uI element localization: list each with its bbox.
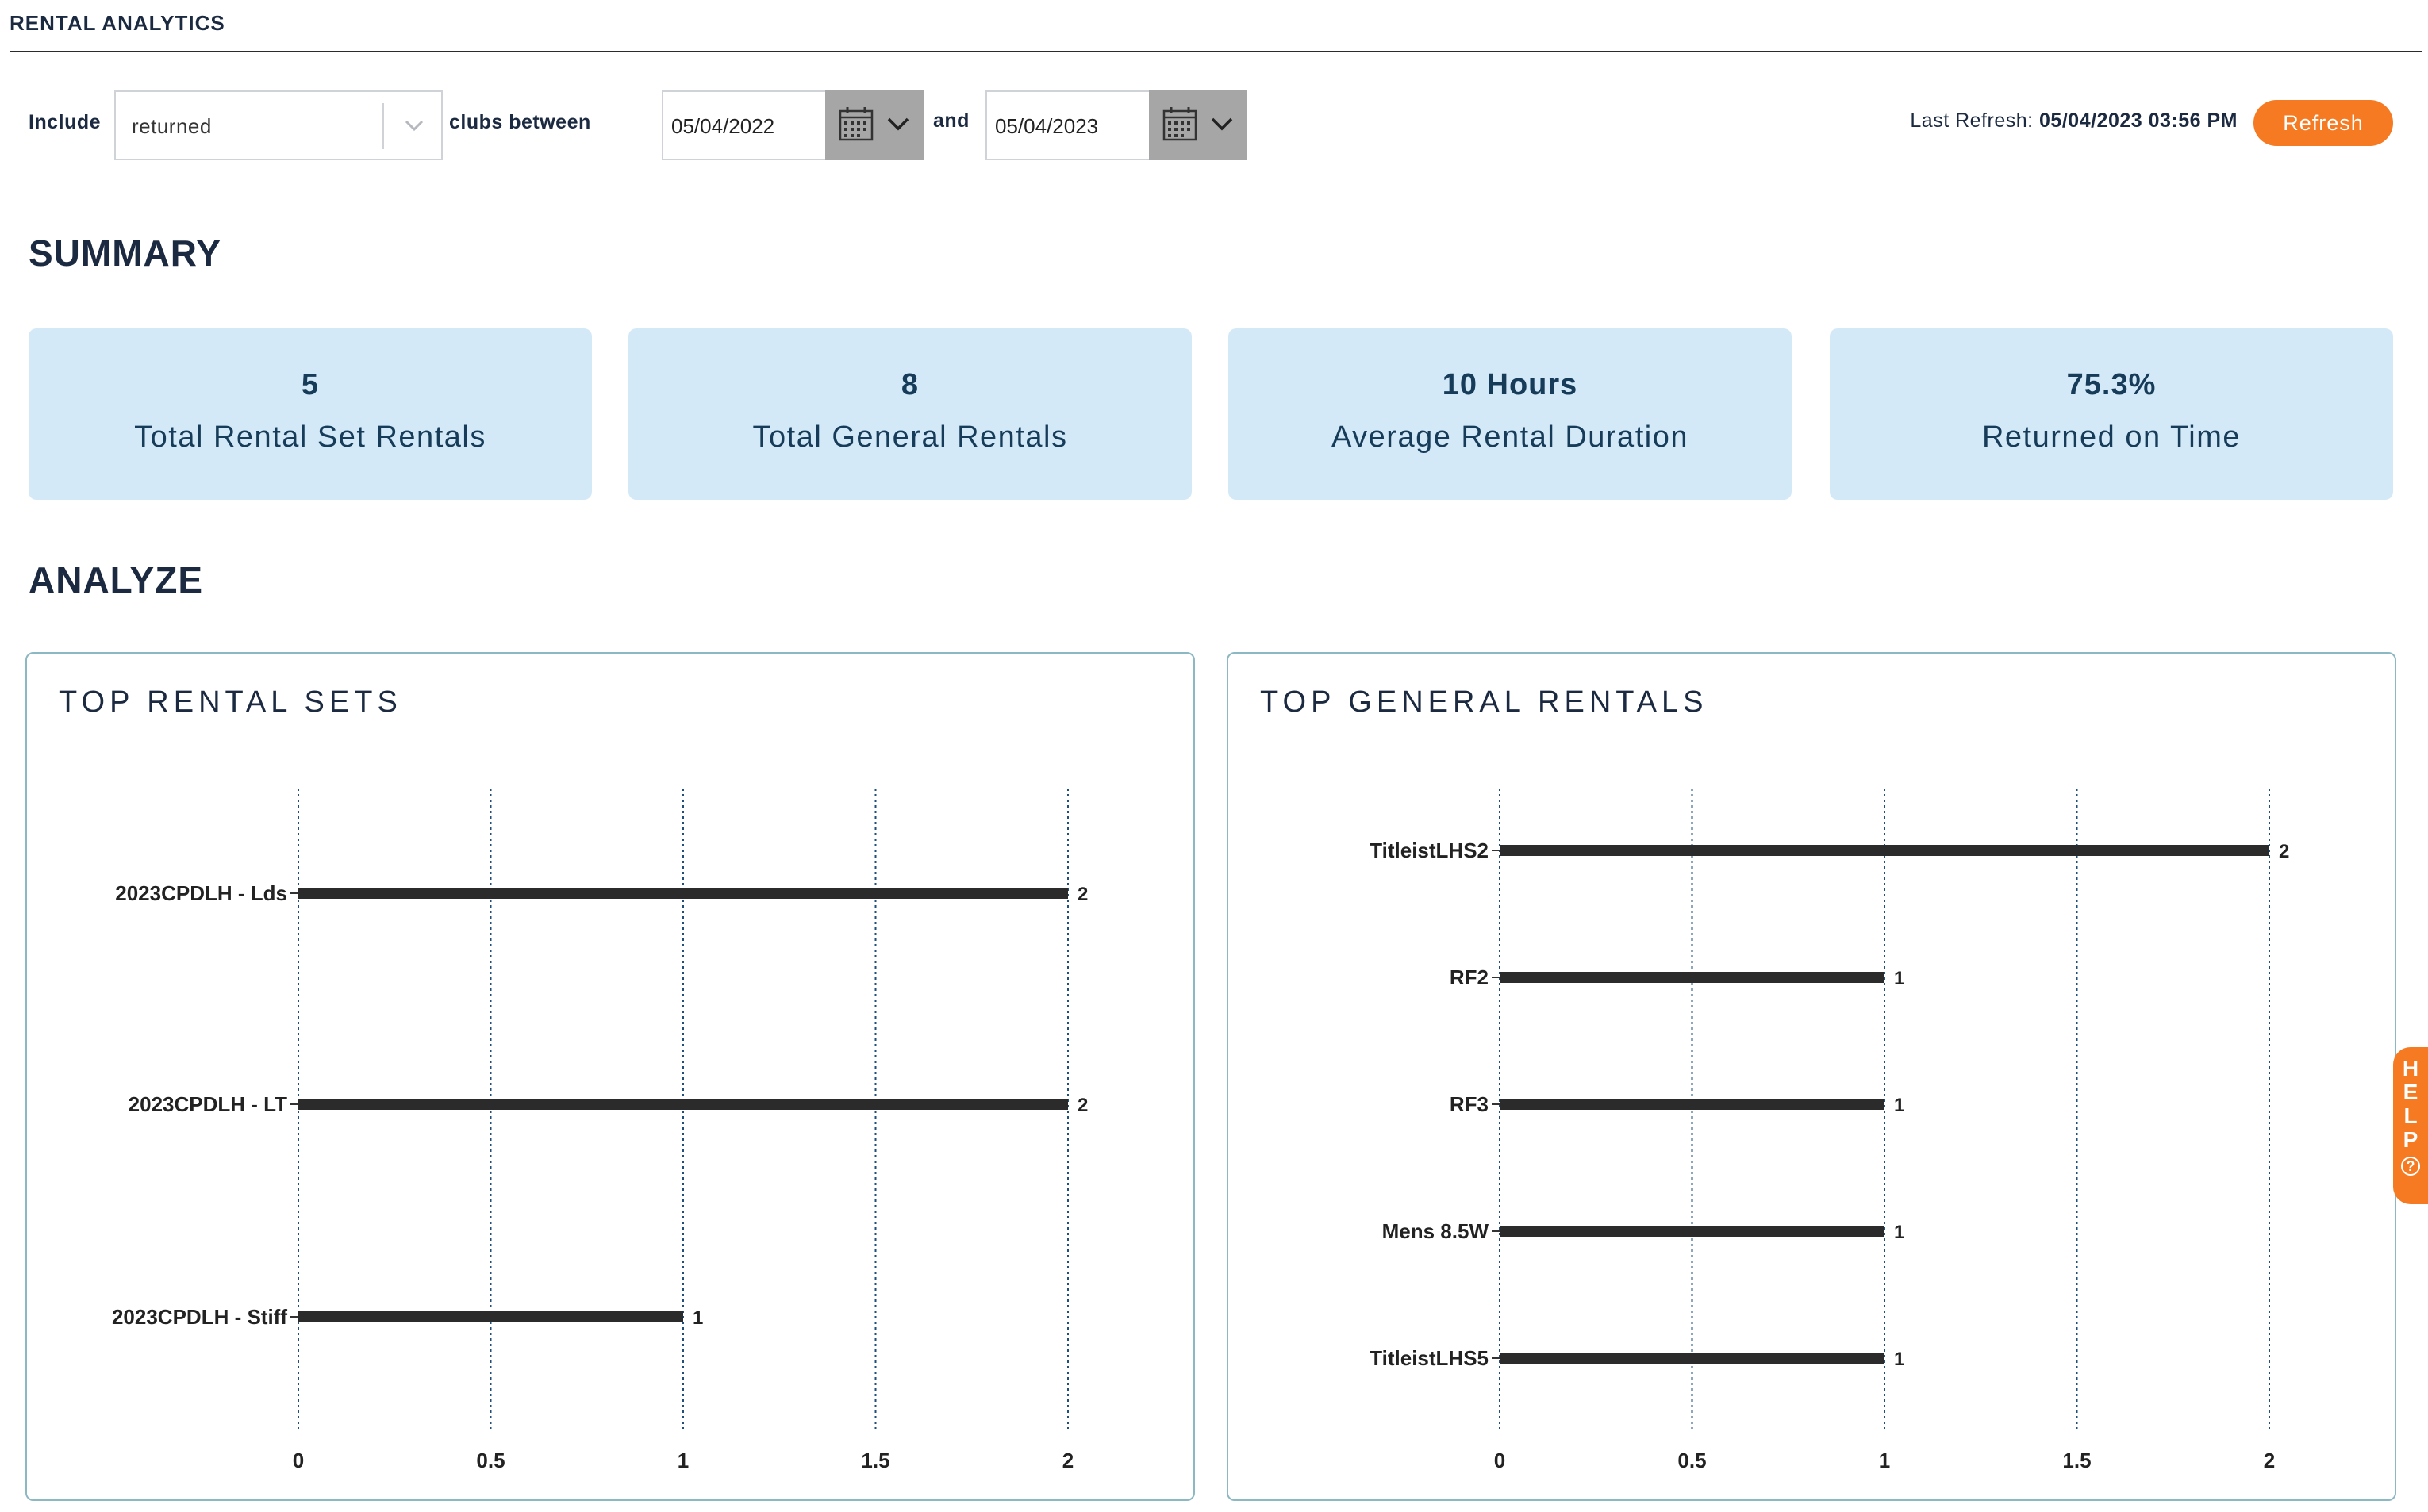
x-tick-label: 0 [1493,1449,1506,1472]
data-label: 1 [1894,1349,1905,1370]
bar [1500,972,1884,983]
include-select[interactable] [114,90,443,160]
data-label: 1 [1894,968,1905,989]
help-letter: E [2403,1080,2418,1104]
x-tick-label: 1 [677,1449,690,1472]
card-label: Average Rental Duration [1331,420,1688,454]
chart-title: TOP GENERAL RENTALS [1260,685,1708,719]
data-label: 1 [1894,1222,1905,1243]
data-label: 2 [2279,841,2290,862]
bar [298,888,1068,899]
card-value: 5 [301,368,320,401]
summary-card-rental-sets [29,328,592,500]
category-label: 2023CPDLH - LT [128,1092,287,1116]
chevron-down-icon [1206,108,1238,140]
top-general-rentals-chart [1228,654,2398,1502]
card-value: 75.3% [2066,368,2157,401]
refresh-area [1838,90,2393,160]
card-label: Total General Rentals [752,420,1068,454]
start-date-value: 05/04/2022 [671,114,775,138]
end-date-field[interactable] [985,90,1246,160]
x-tick-label: 2 [1062,1449,1074,1472]
card-value: 8 [901,368,920,401]
help-letter: L [2403,1103,2418,1128]
bar [298,1099,1068,1110]
calendar-icon [1160,105,1200,144]
x-tick-label: 1.5 [861,1449,890,1472]
calendar-icon [836,105,876,144]
summary-cards [29,328,2393,500]
x-tick-label: 1 [1878,1449,1891,1472]
help-letter: P [2403,1127,2418,1152]
summary-card-general-rentals [628,328,1192,500]
bar [1500,1099,1884,1110]
top-general-rentals-panel [1227,652,2396,1501]
category-label: 2023CPDLH - Lds [115,881,287,905]
start-date-picker-button[interactable] [825,90,924,160]
summary-card-average-duration [1228,328,1792,500]
card-value: 10 Hours [1442,368,1578,401]
refresh-button[interactable]: Refresh [2253,100,2393,146]
data-label: 2 [1078,1095,1089,1116]
page-title: RENTAL ANALYTICS [10,11,225,35]
last-refresh-label: Last Refresh: [1910,109,2034,132]
x-tick-label: 2 [2263,1449,2276,1472]
category-label: TitleistLHS5 [1370,1346,1489,1370]
bar [1500,1226,1884,1237]
chevron-down-icon [882,108,914,140]
question-icon: ? [2401,1157,2420,1176]
data-label: 1 [1894,1095,1905,1116]
include-label: Include [29,111,102,133]
x-tick-label: 0.5 [1677,1449,1707,1472]
category-label: RF2 [1449,965,1489,989]
last-refresh-text [1910,109,2238,132]
last-refresh-value: 05/04/2023 03:56 PM [2039,109,2238,132]
start-date-field[interactable] [662,90,922,160]
end-date-picker-button[interactable] [1149,90,1247,160]
help-letter: H [2402,1056,2419,1080]
bar [1500,845,2269,856]
summary-card-returned-on-time [1830,328,2393,500]
category-label: Mens 8.5W [1381,1219,1489,1243]
top-rental-sets-chart [27,654,1197,1502]
select-divider [382,103,384,149]
bar [298,1311,683,1322]
data-label: 2 [1078,884,1089,905]
bar [1500,1353,1884,1364]
chevron-down-icon[interactable] [395,106,433,144]
category-label: RF3 [1449,1092,1489,1116]
and-label: and [933,109,970,132]
page-header [10,0,2422,52]
summary-heading: SUMMARY [29,232,221,274]
x-tick-label: 0 [292,1449,305,1472]
category-label: 2023CPDLH - Stiff [111,1305,287,1329]
card-label: Returned on Time [1981,420,2242,454]
x-tick-label: 0.5 [476,1449,505,1472]
category-label: TitleistLHS2 [1370,839,1489,862]
chart-title: TOP RENTAL SETS [59,685,402,719]
end-date-value: 05/04/2023 [995,114,1099,138]
card-label: Total Rental Set Rentals [134,420,486,454]
filter-bar [29,90,2393,160]
clubs-between-label: clubs between [449,111,591,133]
x-tick-label: 1.5 [2062,1449,2092,1472]
help-tab[interactable] [2393,1047,2428,1204]
top-rental-sets-panel [25,652,1195,1501]
data-label: 1 [693,1307,704,1329]
include-select-value: returned [132,114,212,138]
analyze-heading: ANALYZE [29,559,203,601]
